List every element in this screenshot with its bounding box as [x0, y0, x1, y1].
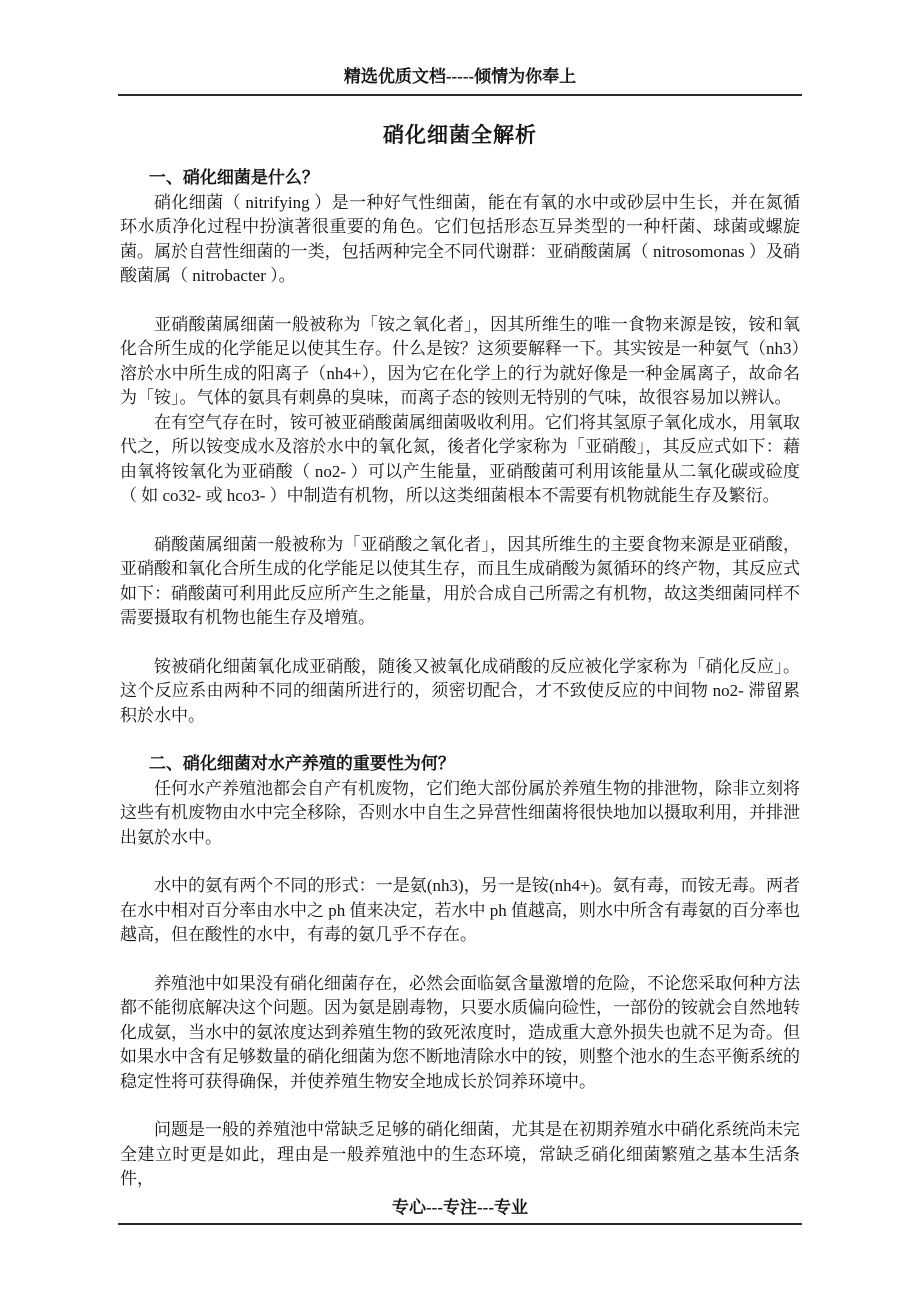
paragraph: 铵被硝化细菌氧化成亚硝酸，随後又被氧化成硝酸的反应被化学家称为「硝化反应」。这个反应系由两种不同的细菌所进行的，须密切配合，才不致使反应的中间物 no2- 滞留累积於水中。: [120, 656, 800, 725]
header-text: 精选优质文档-----倾情为你奉上: [343, 67, 577, 86]
paragraph: 在有空气存在时，铵可被亚硝酸菌属细菌吸收利用。它们将其氢原子氧化成水，用氧取代之，所以铵变成水及溶於水中的氧化氮，後者化学家称为「亚硝酸」，其反应式如下：藉由氧将铵氧化为亚硝酸（ no2- ）可以产生能量，亚硝酸菌可利用该能量从二氧化碳或硷度（ 如 co32- 或 hco3- ）中制造有机物，所以这类细菌根本不需要有机物就能生存及繁衍。: [120, 412, 800, 505]
page-header: [118, 66, 802, 96]
paragraph: 硝化细菌（ nitrifying ）是一种好气性细菌，能在有氧的水中或砂层中生长，并在氮循环水质净化过程中扮演著很重要的角色。它们包括形态互异类型的一种杆菌、球菌或螺旋菌。属於自营性细菌的一类，包括两种完全不同代谢群：亚硝酸菌属（ nitrosomonas ）及硝酸菌属（ nitrobacter ）。: [120, 192, 800, 285]
page-footer: [118, 1196, 802, 1225]
document-body: [120, 112, 800, 1192]
paragraph: 水中的氨有两个不同的形式：一是氨(nh3)，另一是铵(nh4+)。氨有毒，而铵无毒。两者在水中相对百分率由水中之 ph 值来决定，若水中 ph 值越高，则水中所含有毒氨的百分率也越高，但在酸性的水中，有毒的氨几乎不存在。: [120, 876, 800, 944]
paragraph: 问题是一般的养殖池中常缺乏足够的硝化细菌，尤其是在初期养殖水中硝化系统尚未完全建立时更是如此，理由是一般养殖池中的生态环境，常缺乏硝化细菌繁殖之基本生活条件，: [120, 1120, 800, 1188]
section-2-heading: 二、硝化细菌对水产养殖的重要性为何？: [148, 754, 455, 773]
paragraph: 任何水产养殖池都会自产有机废物，它们绝大部份属於养殖生物的排泄物，除非立刻将这些有机废物由水中完全移除，否则水中自生之异营性细菌将很快地加以摄取利用，并排泄出氨於水中。: [120, 778, 800, 847]
section-1-heading: 一、硝化细菌是什么？: [148, 168, 319, 187]
paragraph: 亚硝酸菌属细菌一般被称为「铵之氧化者」，因其所维生的唯一食物来源是铵，铵和氧化合所生成的化学能足以使其生存。什么是铵？这须要解释一下。其实铵是一种氨气（nh3）溶於水中所生成的阳离子（nh4+），因为它在化学上的行为就好像是一种金属离子，故命名为「铵」。气体的氨具有刺鼻的臭味，而离子态的铵则无特别的气味，故很容易加以辨认。: [120, 314, 800, 407]
footer-text: 专心---专注---专业: [392, 1198, 528, 1217]
paragraph: 硝酸菌属细菌一般被称为「亚硝酸之氧化者」，因其所维生的主要食物来源是亚硝酸，亚硝酸和氧化合所生成的化学能足以使其生存，而且生成硝酸为氮循环的终产物，其反应式如下：硝酸菌可利用此反应所产生之能量，用於合成自己所需之有机物，故这类细菌同样不需要摄取有机物也能生存及增殖。: [120, 534, 800, 627]
document-title: 硝化细菌全解析: [383, 123, 537, 147]
paragraph: 养殖池中如果没有硝化细菌存在，必然会面临氨含量激增的危险，不论您采取何种方法都不能彻底解决这个问题。因为氨是剧毒物，只要水质偏向硷性，一部份的铵就会自然地转化成氨，当水中的氨浓度达到养殖生物的致死浓度时，造成重大意外损失也就不足为奇。但如果水中含有足够数量的硝化细菌为您不断地清除水中的铵，则整个池水的生态平衡系统的稳定性将可获得确保，并使养殖生物安全地成长於饲养环境中。: [120, 973, 800, 1091]
